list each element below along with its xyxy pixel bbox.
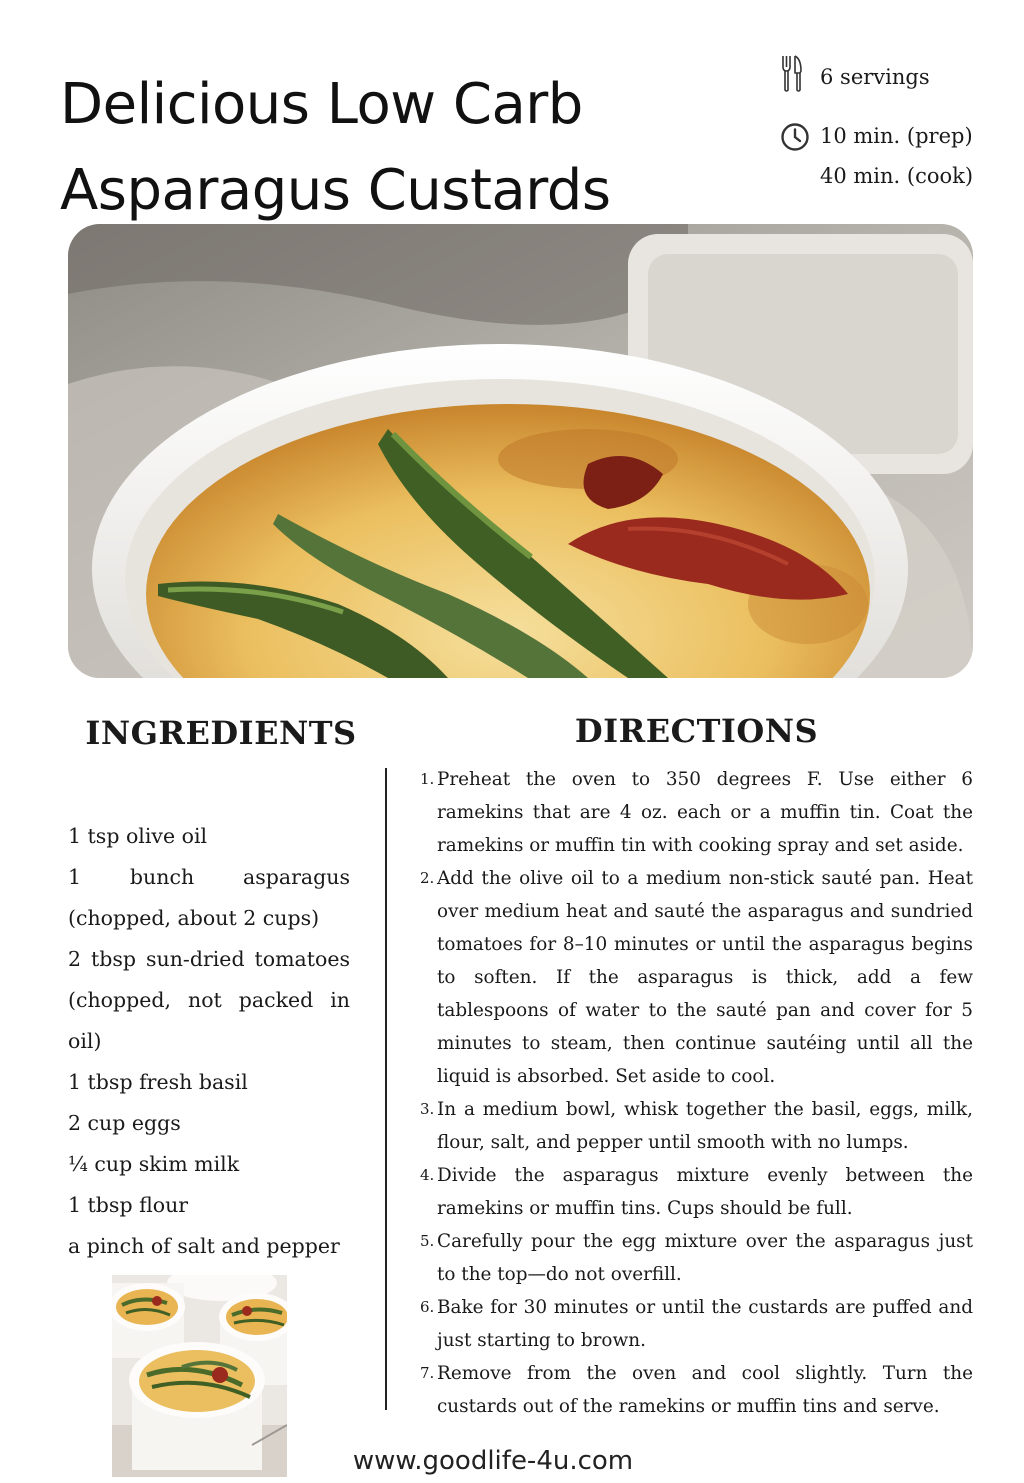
asparagus-custard-photo (68, 224, 973, 678)
recipe-title-line-2: Asparagus Custards (60, 158, 611, 223)
direction-step (420, 862, 973, 1093)
ingredient-item: ¼ cup skim milk (68, 1152, 240, 1176)
ingredient-item: 1 bunch asparagus (chopped, about 2 cups) (68, 865, 350, 930)
ingredients-list (68, 816, 350, 1267)
step-text: Bake for 30 minutes or until the custards are puffed and just starting to brown. (437, 1297, 973, 1351)
step-number: 4. (420, 1166, 435, 1184)
time-info (780, 116, 1010, 196)
step-number: 6. (420, 1298, 435, 1316)
directions-list (420, 763, 973, 1423)
servings-text: 6 servings (820, 65, 930, 89)
ingredient-item: 1 tbsp flour (68, 1193, 189, 1217)
step-text: Remove from the oven and cool slightly. Turn the custards out of the ramekins or muffin tins and serve. (437, 1363, 973, 1417)
step-number: 7. (420, 1364, 435, 1382)
clock-icon (780, 122, 810, 152)
recipe-title-line-1: Delicious Low Carb (60, 72, 583, 137)
step-text: Carefully pour the egg mixture over the asparagus just to the top—do not overfill. (437, 1231, 973, 1285)
direction-step (420, 1225, 973, 1291)
direction-step (420, 1291, 973, 1357)
step-number: 5. (420, 1232, 435, 1250)
servings-info (780, 52, 1010, 102)
step-number: 1. (420, 770, 435, 788)
website-url: www.goodlife-4u.com (352, 1446, 634, 1476)
directions-heading: DIRECTIONS (574, 712, 819, 750)
step-text: Divide the asparagus mixture evenly between the ramekins or muffin tins. Cups should be full. (437, 1165, 973, 1219)
prep-time: 10 min. (prep) (820, 124, 973, 148)
ingredient-item: 2 cup eggs (68, 1111, 181, 1135)
direction-step (420, 1159, 973, 1225)
recipe-meta (780, 52, 1010, 196)
step-text: Add the olive oil to a medium non-stick sauté pan. Heat over medium heat and sauté the asparagus and sundried tomatoes for 8–10 minutes or until the asparagus begins to soften. If the asparagus is thick, add a few tablespoons of water to the sauté pan and cover for 5 minutes to steam, then continue sautéing until all the liquid is absorbed. Set aside to cool. (437, 868, 973, 1087)
step-text: Preheat the oven to 350 degrees F. Use either 6 ramekins that are 4 oz. each or a muffin tin. Coat the ramekins or muffin tin with cooking spray and set aside. (437, 769, 973, 856)
ingredient-item: a pinch of salt and pepper (68, 1234, 340, 1258)
recipe-title (60, 62, 740, 234)
ingredient-item: 1 tsp olive oil (68, 824, 208, 848)
fork-knife-icon (780, 54, 804, 94)
hero-photo (68, 224, 973, 678)
column-divider (385, 768, 387, 1410)
step-number: 2. (420, 869, 435, 887)
step-text: In a medium bowl, whisk together the basil, eggs, milk, flour, salt, and pepper until smooth with no lumps. (437, 1099, 973, 1153)
cook-time: 40 min. (cook) (820, 164, 974, 188)
step-number: 3. (420, 1100, 435, 1118)
ingredient-item: 2 tbsp sun-dried tomatoes (chopped, not packed in oil) (68, 947, 350, 1053)
direction-step (420, 763, 973, 862)
ingredients-heading: INGREDIENTS (85, 714, 357, 752)
direction-step (420, 1093, 973, 1159)
ingredient-item: 1 tbsp fresh basil (68, 1070, 248, 1094)
direction-step (420, 1357, 973, 1423)
